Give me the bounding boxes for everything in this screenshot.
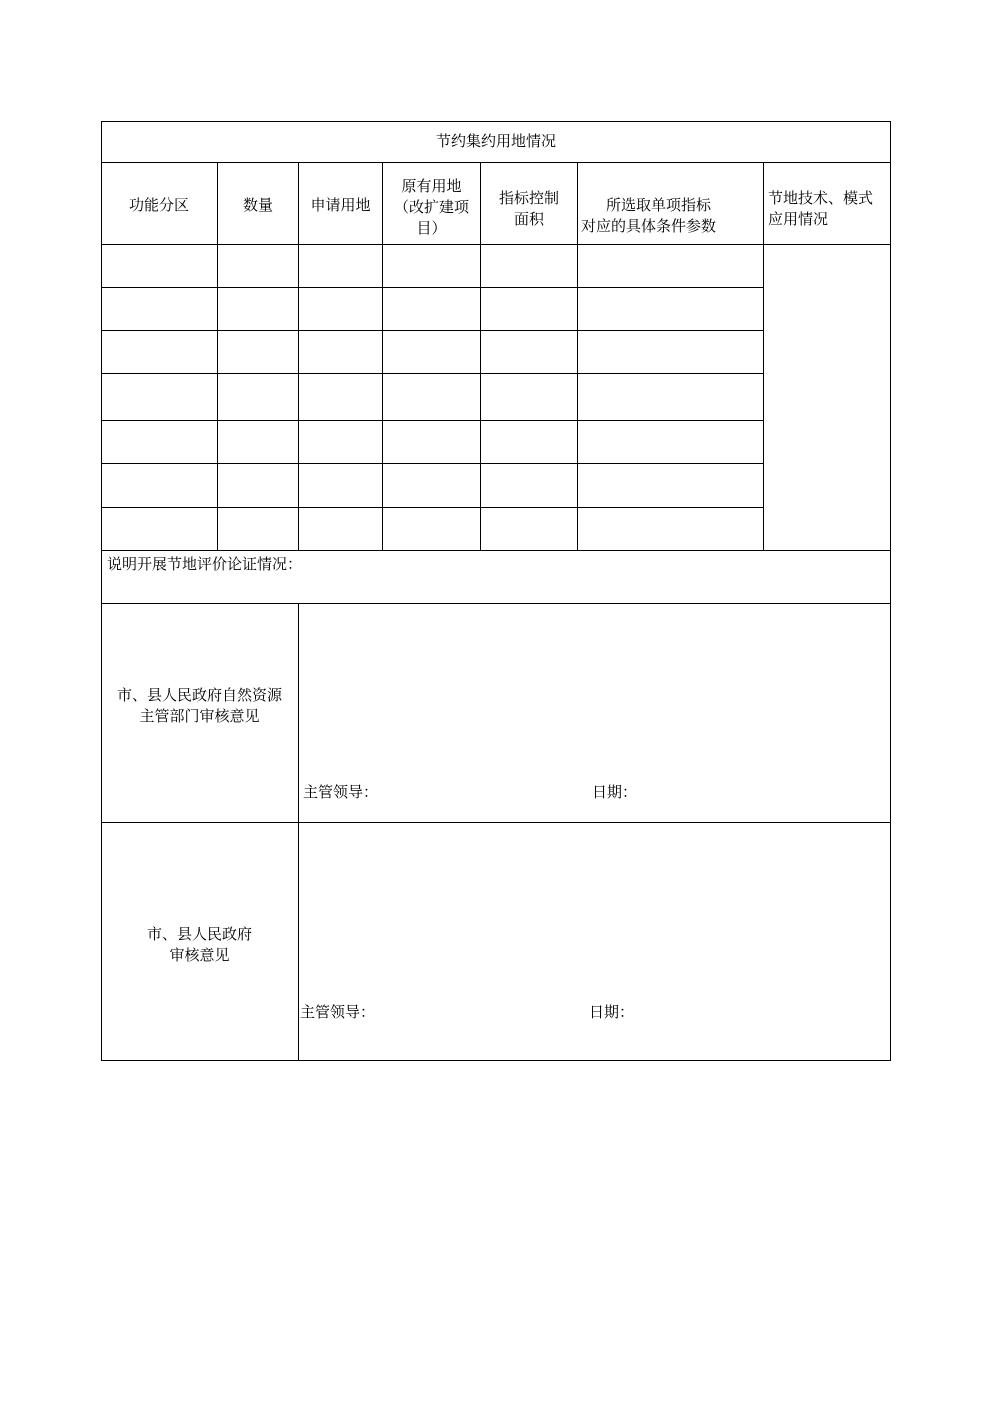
review-resources-date: 日期： bbox=[592, 783, 638, 801]
header-functional-zone: 功能分区 bbox=[128, 196, 189, 214]
header-selected-indicator-line1: 所选取单项指标 bbox=[606, 196, 712, 214]
review-government-date: 日期： bbox=[589, 1003, 635, 1021]
col-divider-1 bbox=[217, 162, 218, 551]
border-top bbox=[101, 121, 891, 122]
rule-note-bottom bbox=[101, 603, 891, 604]
rule-row-3 bbox=[101, 373, 763, 374]
rule-title-bottom bbox=[101, 162, 891, 163]
header-indicator-area-line1: 指标控制 bbox=[498, 189, 559, 207]
rule-review-divider bbox=[101, 822, 891, 823]
border-right bbox=[890, 121, 891, 1061]
review-government-label-line2: 审核意见 bbox=[169, 946, 230, 964]
header-selected-indicator-line2: 对应的具体条件参数 bbox=[581, 217, 717, 235]
review-divider bbox=[298, 603, 299, 1061]
section-title: 节约集约用地情况 bbox=[435, 132, 556, 150]
review-resources-label bbox=[101, 685, 298, 727]
col-divider-2 bbox=[298, 162, 299, 551]
rule-row-2 bbox=[101, 330, 763, 331]
rule-row-5 bbox=[101, 463, 763, 464]
col-divider-5 bbox=[577, 162, 578, 551]
header-original-land-line3: 目） bbox=[416, 219, 447, 237]
rule-row-6 bbox=[101, 507, 763, 508]
review-government-leader: 主管领导： bbox=[300, 1003, 376, 1021]
rule-table-bottom bbox=[101, 550, 891, 551]
evaluation-note: 说明开展节地评价论证情况： bbox=[107, 555, 303, 573]
header-original-land-line2: （改扩建项 bbox=[393, 198, 469, 216]
header-land-saving-tech-line1: 节地技术、模式 bbox=[768, 189, 874, 207]
header-original-land-line1: 原有用地 bbox=[401, 177, 462, 195]
review-resources-leader: 主管领导： bbox=[303, 783, 379, 801]
border-left bbox=[101, 121, 102, 1061]
rule-row-1 bbox=[101, 287, 763, 288]
header-original-land bbox=[383, 176, 480, 239]
review-government-label bbox=[101, 924, 298, 966]
header-selected-indicator bbox=[581, 195, 761, 237]
border-bottom bbox=[101, 1060, 891, 1061]
header-land-saving-tech bbox=[768, 188, 890, 230]
review-resources-label-line2: 主管部门审核意见 bbox=[139, 707, 260, 725]
rule-header-bottom bbox=[101, 244, 891, 245]
review-government-label-line1: 市、县人民政府 bbox=[146, 925, 252, 943]
header-indicator-area bbox=[481, 188, 577, 230]
rule-row-4 bbox=[101, 420, 763, 421]
col-divider-6 bbox=[763, 162, 764, 551]
header-quantity: 数量 bbox=[242, 196, 273, 214]
header-applied-land: 申请用地 bbox=[310, 196, 371, 214]
header-land-saving-tech-line2: 应用情况 bbox=[768, 210, 829, 228]
land-use-form bbox=[101, 121, 891, 1061]
review-resources-label-line1: 市、县人民政府自然资源 bbox=[116, 686, 282, 704]
header-indicator-area-line2: 面积 bbox=[513, 210, 544, 228]
